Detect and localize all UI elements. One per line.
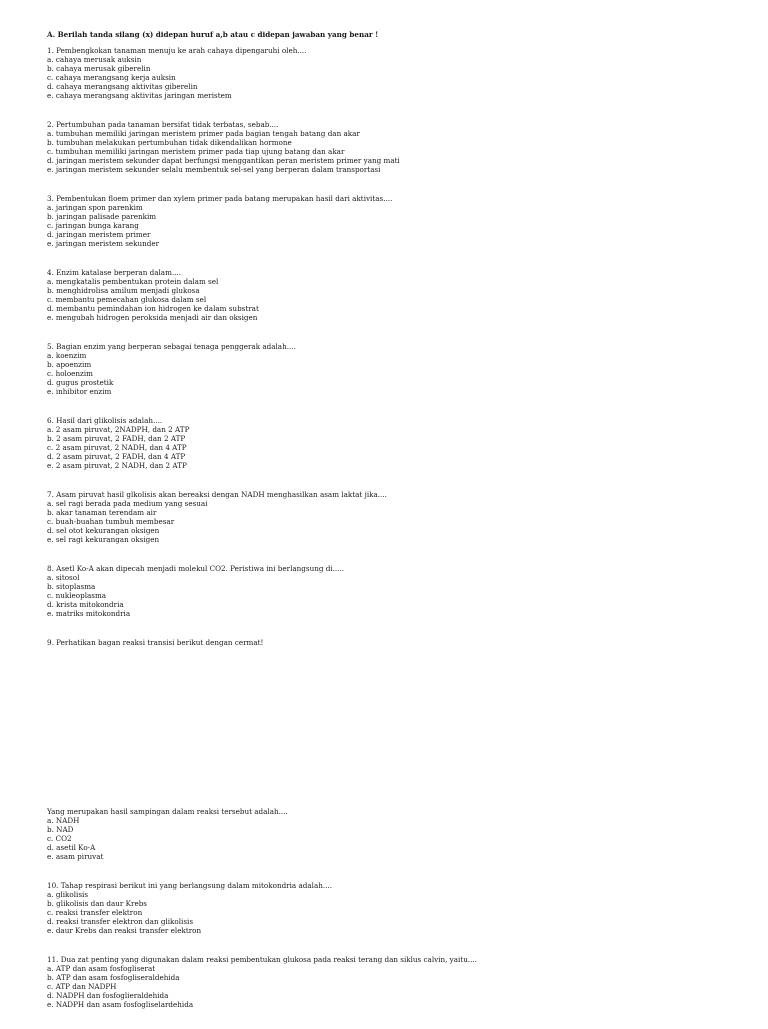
- option-b: b. tumbuhan melakukan pertumbuhan tidak dikendalikan hormone: [47, 138, 292, 147]
- option-d: d. jaringan meristem sekunder dapat berfungsi menggantikan peran meristem primer yang mati: [47, 156, 400, 165]
- option-d: d. cahaya merangsang aktivitas giberelin: [47, 82, 198, 91]
- option-b: b. akar tanaman terendam air: [47, 508, 157, 517]
- option-e: e. NADPH dan asam fosfogliselardehida: [47, 1000, 194, 1009]
- question-6: [47, 416, 727, 470]
- question-text: 7. Asam piruvat hasil glkolisis akan bereaksi dengan NADH menghasilkan asam laktat jika....: [47, 490, 387, 499]
- option-b: b. apoenzim: [47, 360, 92, 369]
- option-e: e. cahaya merangsang aktivitas jaringan meristem: [47, 91, 232, 100]
- question-text: 10. Tahap respirasi berikut ini yang berlangsung dalam mitokondria adalah....: [47, 881, 333, 890]
- option-c: c. jaringan bunga karang: [47, 221, 139, 230]
- option-e: e. jaringan meristem sekunder selalu membentuk sel-sel yang berperan dalam transportasi: [47, 165, 381, 174]
- option-a: a. jaringan spon parenkim: [47, 203, 143, 212]
- option-c: c. reaksi transfer elektron: [47, 908, 143, 917]
- option-b: b. NAD: [47, 825, 74, 834]
- question-9: [47, 638, 727, 861]
- option-c: c. membantu pemecahan glukosa dalam sel: [47, 295, 207, 304]
- option-e: e. inhibitor enzim: [47, 387, 112, 396]
- option-a: a. koenzim: [47, 351, 87, 360]
- question-8: [47, 564, 727, 618]
- question-11: [47, 955, 727, 1009]
- option-a: a. ATP dan asam fosfogliserat: [47, 964, 156, 973]
- question-text: 8. Asetl Ko-A akan dipecah menjadi molekul CO2. Peristiwa ini berlangsung di.....: [47, 564, 345, 573]
- question-text: 4. Enzim katalase berperan dalam....: [47, 268, 182, 277]
- option-e: e. asam piruvat: [47, 852, 104, 861]
- option-c: c. nukleoplasma: [47, 591, 107, 600]
- question-4: [47, 268, 727, 322]
- option-a: a. glikolisis: [47, 890, 89, 899]
- option-c: c. ATP dan NADPH: [47, 982, 117, 991]
- option-d: d. gugus prostetik: [47, 378, 114, 387]
- option-c: c. buah-buahan tumbuh membesar: [47, 517, 175, 526]
- option-a: a. 2 asam piruvat, 2NADPH, dan 2 ATP: [47, 425, 190, 434]
- question-text: 2. Pertumbuhan pada tanaman bersifat tidak terbatas, sebab....: [47, 120, 279, 129]
- option-b: b. menghidrolisa amilum menjadi glukosa: [47, 286, 200, 295]
- question-5: [47, 342, 727, 396]
- question-text: 1. Pembengkokan tanaman menuju ke arah cahaya dipengaruhi oleh....: [47, 46, 307, 55]
- option-d: d. NADPH dan fosfoglieraldehida: [47, 991, 169, 1000]
- option-d: d. membantu pemindahan ion hidrogen ke dalam substrat: [47, 304, 259, 313]
- option-d: d. reaksi transfer elektron dan glikolisis: [47, 917, 194, 926]
- option-b: b. ATP dan asam fosfogliseraldehida: [47, 973, 180, 982]
- question-10: [47, 881, 727, 935]
- question-text: 11. Dua zat penting yang digunakan dalam reaksi pembentukan glukosa pada reaksi terang dan siklus calvin, yaitu....: [47, 955, 477, 964]
- question-continuation: Yang merupakan hasil sampingan dalam reaksi tersebut adalah....: [47, 807, 288, 816]
- option-e: e. daur Krebs dan reaksi transfer elektron: [47, 926, 202, 935]
- reaction-diagram-placeholder: [47, 647, 727, 807]
- question-text: 9. Perhatikan bagan reaksi transisi berikut dengan cermat!: [47, 638, 264, 647]
- option-e: e. 2 asam piruvat, 2 NADH, dan 2 ATP: [47, 461, 187, 470]
- question-text: 5. Bagian enzim yang berperan sebagai tenaga penggerak adalah....: [47, 342, 296, 351]
- option-c: c. 2 asam piruvat, 2 NADH, dan 4 ATP: [47, 443, 187, 452]
- option-c: c. tumbuhan memiliki jaringan meristem primer pada tiap ujung batang dan akar: [47, 147, 345, 156]
- option-c: c. CO2: [47, 834, 72, 843]
- option-a: a. tumbuhan memiliki jaringan meristem primer pada bagian tengah batang dan akar: [47, 129, 360, 138]
- worksheet-page: [47, 30, 727, 1029]
- option-e: e. mengubah hidrogen peroksida menjadi air dan oksigen: [47, 313, 258, 322]
- option-a: a. sel ragi berada pada medium yang sesuai: [47, 499, 208, 508]
- question-text: 3. Pembentukan floem primer dan xylem primer pada batang merupakan hasil dari aktivitas....: [47, 194, 393, 203]
- section-heading: A. Berilah tanda silang (x) didepan huruf a,b atau c didepan jawaban yang benar !: [47, 30, 379, 39]
- option-a: a. sitosol: [47, 573, 80, 582]
- option-e: e. sel ragi kekurangan oksigen: [47, 535, 160, 544]
- question-1: [47, 46, 727, 100]
- option-c: c. cahaya merangsang kerja auksin: [47, 73, 176, 82]
- option-b: b. glikolisis dan daur Krebs: [47, 899, 147, 908]
- option-e: e. matriks mitokondria: [47, 609, 131, 618]
- question-3: [47, 194, 727, 248]
- question-7: [47, 490, 727, 544]
- option-d: d. 2 asam piruvat, 2 FADH, dan 4 ATP: [47, 452, 186, 461]
- option-c: c. holoenzim: [47, 369, 93, 378]
- option-a: a. NADH: [47, 816, 80, 825]
- option-b: b. jaringan palisade parenkim: [47, 212, 157, 221]
- option-b: b. 2 asam piruvat, 2 FADH, dan 2 ATP: [47, 434, 186, 443]
- option-d: d. asetil Ko-A: [47, 843, 96, 852]
- option-d: d. jaringan meristem primer: [47, 230, 151, 239]
- option-a: a. mengkatalis pembentukan protein dalam sel: [47, 277, 219, 286]
- question-2: [47, 120, 727, 174]
- option-b: b. sitoplasma: [47, 582, 96, 591]
- option-a: a. cahaya merusak auksin: [47, 55, 142, 64]
- option-b: b. cahaya merusak giberelin: [47, 64, 151, 73]
- option-e: e. jaringan meristem sekunder: [47, 239, 160, 248]
- option-d: d. sel otot kekurangan oksigen: [47, 526, 160, 535]
- question-text: 6. Hasil dari glikolisis adalah....: [47, 416, 163, 425]
- option-d: d. krista mitokondria: [47, 600, 124, 609]
